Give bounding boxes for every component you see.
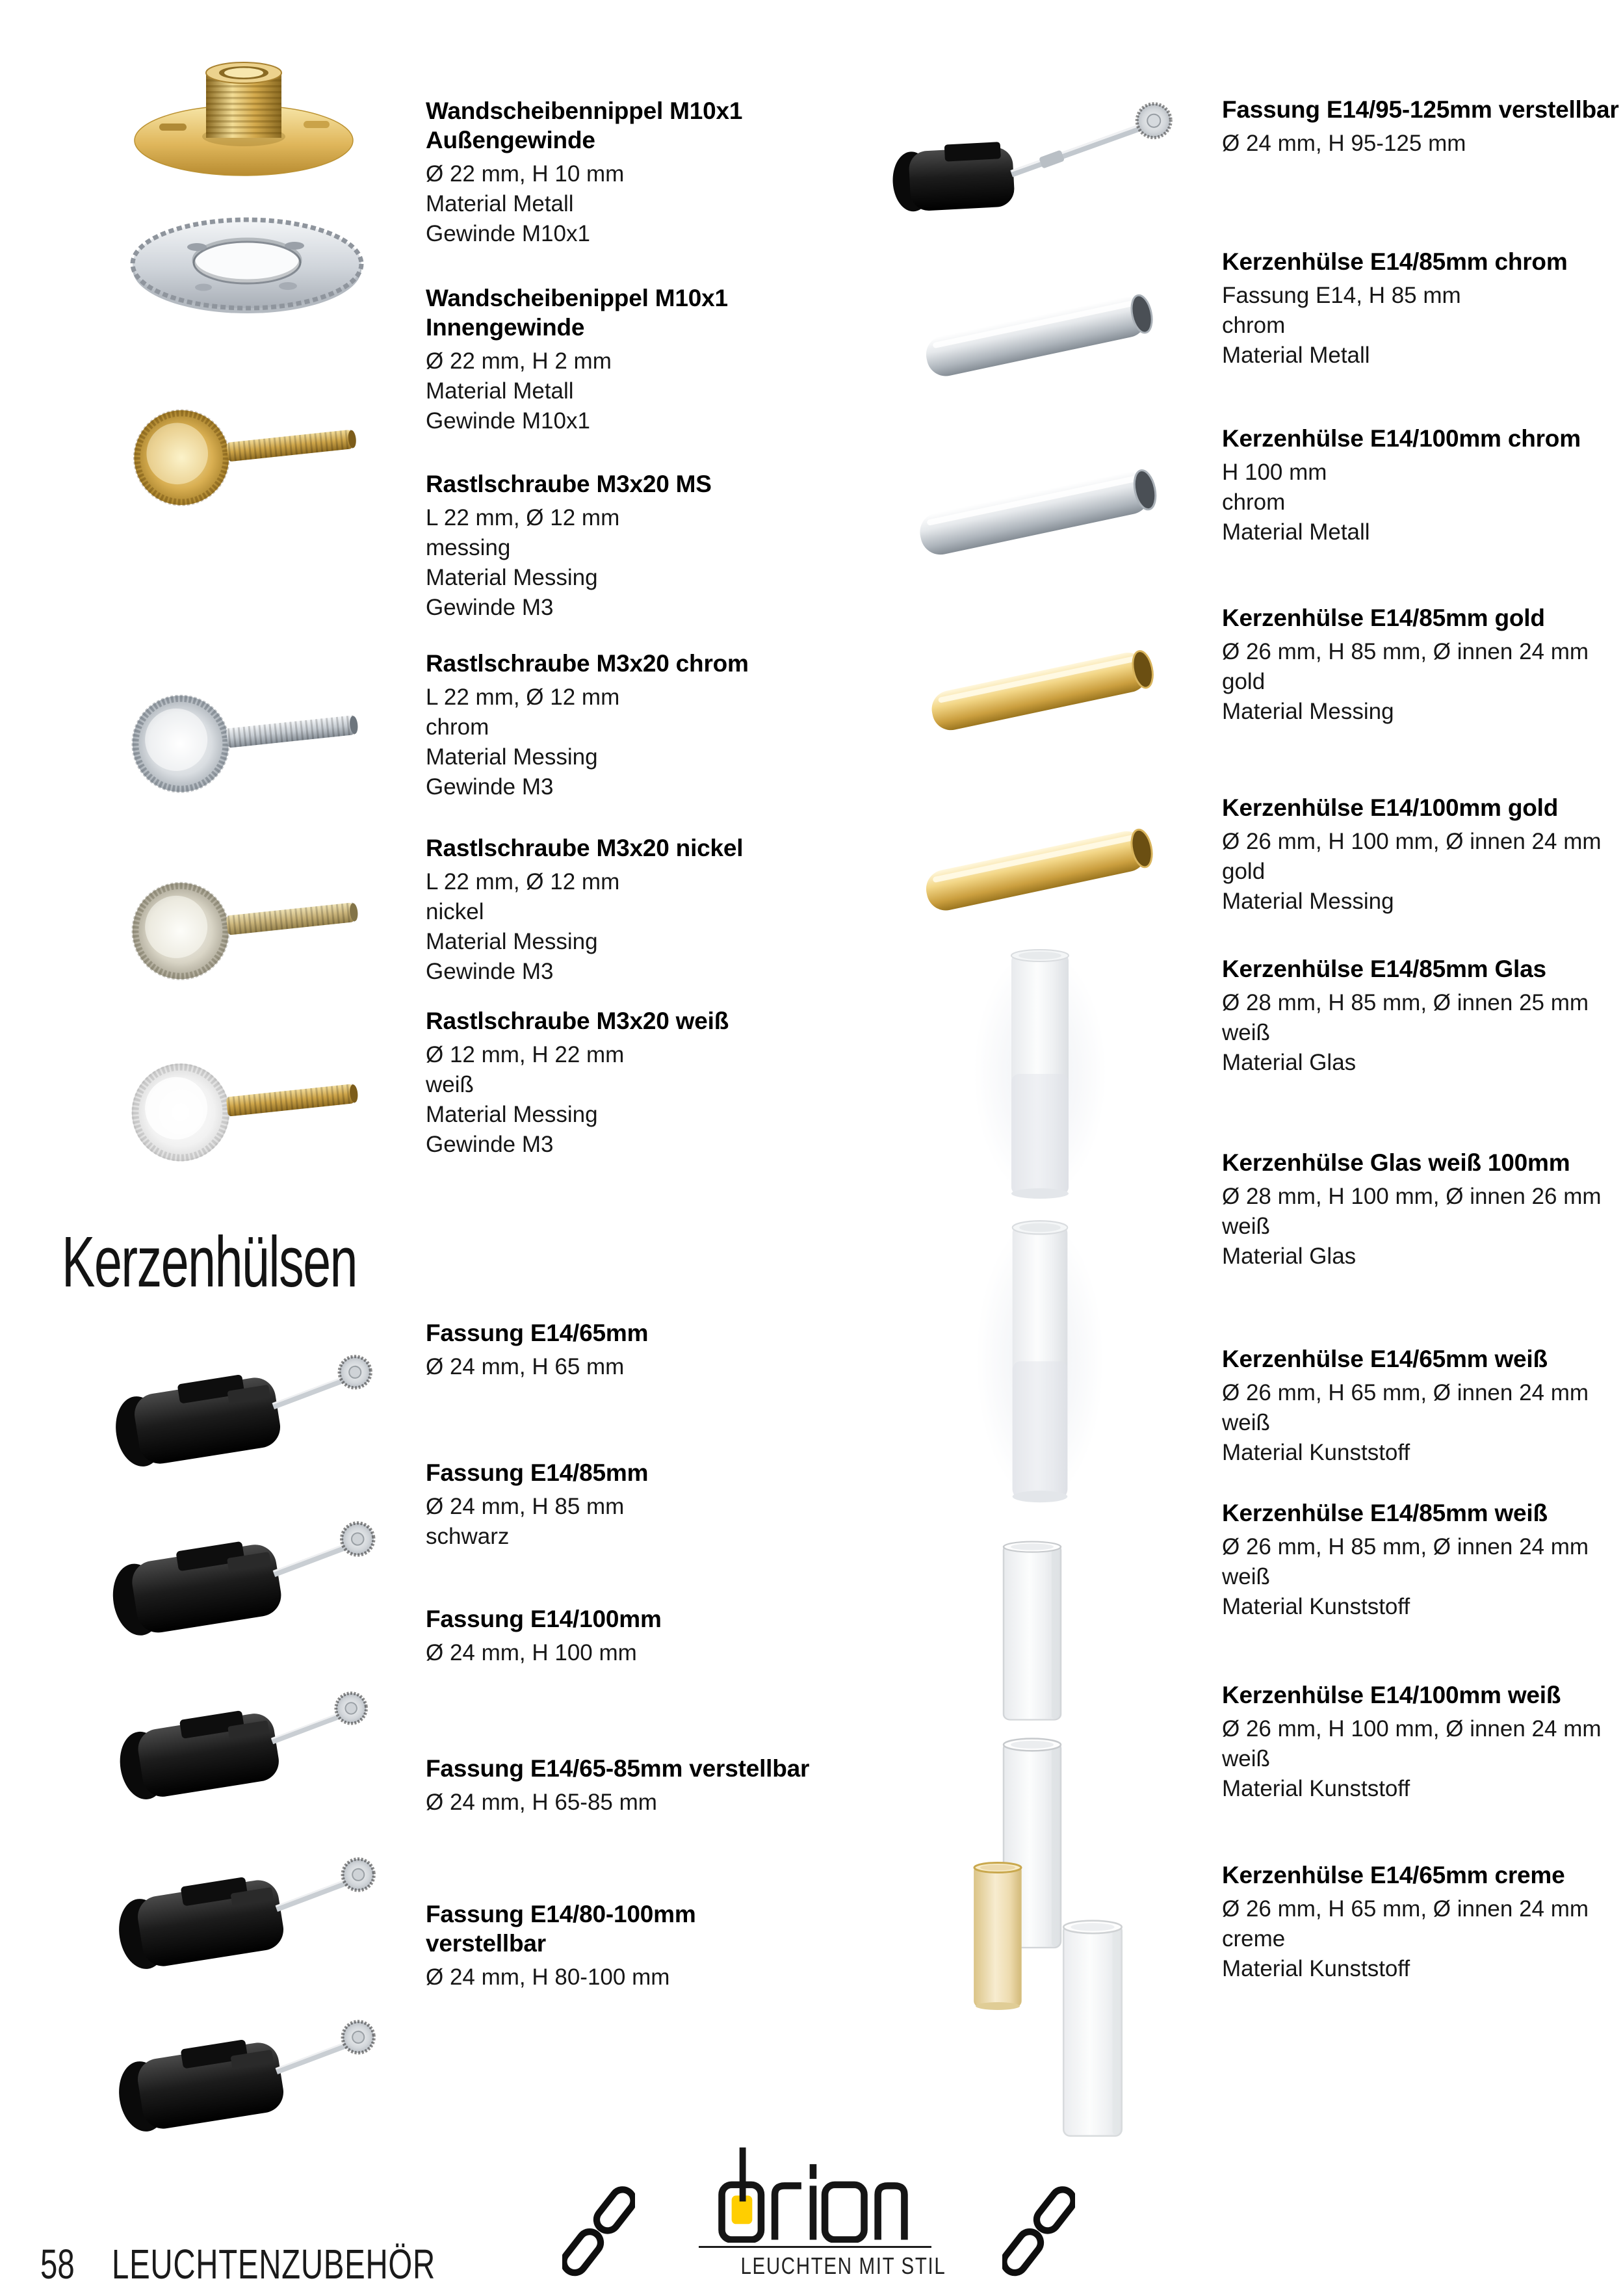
product-title: Wandscheibennippel M10x1 Außengewinde [426,98,743,154]
product-spec: Gewinde M3 [426,594,554,620]
product-title: Kerzenhülse E14/85mm weiß [1222,1500,1548,1526]
product-title: Kerzenhülse E14/85mm gold [1222,605,1545,631]
product-title: Kerzenhülse Glas weiß 100mm [1222,1149,1570,1176]
product-title: Kerzenhülse E14/65mm weiß [1222,1346,1548,1372]
product-spec: Gewinde M10x1 [426,408,590,434]
product-title: Wandscheibenippel M10x1 Innengewinde [426,285,728,341]
product-spec: Ø 22 mm, H 10 mm [426,161,625,187]
product-photo-fassung-e14-65 [96,1334,383,1489]
product-entry [426,649,816,802]
product-spec: Ø 26 mm, H 100 mm, Ø innen 24 mm [1222,829,1602,855]
product-title: Fassung E14/80-100mm verstellbar [426,1901,696,1957]
product-spec: Gewinde M3 [426,774,554,800]
product-photo-rastlschraube-weiss [114,1017,374,1191]
product-spec: Material Messing [1222,698,1394,724]
product-photo-kerzenhuelse-gold-85 [914,610,1169,772]
product-photo-kerzenhuelse-creme-65 [968,1859,1027,2011]
product-spec: Ø 26 mm, H 65 mm, Ø innen 24 mm [1222,1380,1589,1406]
product-spec: Ø 26 mm, H 100 mm, Ø innen 24 mm [1222,1716,1602,1742]
product-entry [1222,793,1622,917]
product-title: Rastlschraube M3x20 nickel [426,835,744,861]
product-title: Fassung E14/65mm [426,1320,649,1346]
product-spec: weiß [1222,1745,1270,1771]
product-spec: Ø 26 mm, H 65 mm, Ø innen 24 mm [1222,1896,1589,1922]
product-entry [1222,1148,1622,1272]
product-spec: Material Kunststoff [1222,1439,1410,1465]
product-spec: chrom [1222,312,1286,338]
product-spec: Material Kunststoff [1222,1955,1410,1981]
product-title: Rastlschraube M3x20 weiß [426,1008,729,1034]
product-spec: L 22 mm, Ø 12 mm [426,685,620,711]
product-spec: Gewinde M3 [426,958,554,984]
product-title: Rastlschraube M3x20 MS [426,471,712,497]
product-title: Fassung E14/95-125mm verstellbar [1222,96,1619,123]
product-spec: Ø 24 mm, H 95-125 mm [1222,131,1466,157]
product-entry [426,96,816,249]
product-photo-fassung-e14-80-100 [99,1999,387,2154]
product-spec: schwarz [426,1523,510,1549]
product-photo-rastlschraube-chrom [114,649,374,822]
product-spec: Material Glas [1222,1243,1357,1269]
product-entry [1222,954,1622,1078]
product-entry [1222,424,1622,547]
product-spec: Gewinde M10x1 [426,220,590,246]
product-spec: Ø 22 mm, H 2 mm [426,348,612,374]
chain-link-icon [1002,2179,1075,2289]
product-spec: Material Kunststoff [1222,1593,1410,1619]
product-entry [426,1318,816,1382]
product-entry [1222,603,1622,727]
product-photo-wandscheibenippel-innengewinde [120,187,374,335]
product-entry [426,1899,816,1992]
product-spec: Material Messing [426,744,598,770]
product-spec: Material Metall [426,191,574,217]
product-spec: Ø 26 mm, H 85 mm, Ø innen 24 mm [1222,639,1589,665]
product-photo-kerzenhuelse-glas-85 [971,944,1109,1203]
product-title: Fassung E14/100mm [426,1606,662,1632]
product-spec: Material Metall [1222,342,1370,368]
chain-link-icon [562,2179,635,2289]
product-entry [1222,1680,1622,1804]
product-spec: creme [1222,1925,1286,1951]
product-title: Kerzenhülse E14/85mm Glas [1222,956,1546,982]
product-spec: Ø 24 mm, H 85 mm [426,1494,625,1520]
product-photo-kerzenhuelse-glas-100 [974,1214,1106,1507]
product-photo-wandscheibennippel-aussengewinde [114,44,374,182]
product-title: Kerzenhülse E14/100mm chrom [1222,425,1581,452]
logo-rule [699,2246,931,2248]
product-photo-fassung-verstellbar-95-125 [877,77,1176,241]
product-photo-rastlschraube-messing [114,364,374,534]
product-entry [426,283,816,436]
product-spec: Material Messing [426,564,598,590]
product-spec: weiß [1222,1213,1270,1239]
product-entry [426,469,816,623]
product-entry [426,1604,816,1668]
product-spec: nickel [426,898,484,924]
product-spec: gold [1222,858,1266,884]
product-spec: Ø 26 mm, H 85 mm, Ø innen 24 mm [1222,1534,1589,1560]
product-spec: weiß [1222,1563,1270,1589]
product-spec: Material Messing [426,928,598,954]
product-entry [426,1754,816,1818]
product-spec: L 22 mm, Ø 12 mm [426,505,620,531]
product-spec: L 22 mm, Ø 12 mm [426,869,620,895]
product-photo-rastlschraube-nickel [114,836,374,1009]
product-spec: gold [1222,668,1266,694]
product-spec: H 100 mm [1222,460,1327,486]
product-spec: messing [426,534,511,560]
product-photo-kerzenhuelse-chrom-100 [901,423,1173,603]
section-heading: Kerzenhülsen [62,1222,357,1302]
product-spec: Material Metall [426,378,574,404]
product-spec: Ø 24 mm, H 80-100 mm [426,1964,670,1990]
product-spec: Ø 24 mm, H 65 mm [426,1354,625,1380]
product-spec: Material Kunststoff [1222,1775,1410,1801]
product-entry [1222,95,1622,159]
brand-tagline: LEUCHTEN MIT STIL [740,2252,946,2279]
product-spec: weiß [1222,1409,1270,1435]
product-entry [1222,1860,1622,1984]
product-photo-fassung-e14-65-85 [99,1836,387,1991]
product-entry [426,833,816,987]
product-entry [1222,1344,1622,1468]
product-spec: Ø 24 mm, H 100 mm [426,1640,637,1666]
product-entry [1222,1498,1622,1622]
product-photo-kerzenhuelse-weiss-100 [1054,1916,1131,2143]
product-title: Kerzenhülse E14/65mm creme [1222,1862,1565,1888]
product-title: Rastlschraube M3x20 chrom [426,650,749,677]
product-photo-fassung-e14-100 [96,1672,383,1820]
product-spec: weiß [1222,1019,1270,1045]
product-spec: Material Messing [426,1101,598,1127]
product-entry [426,1458,816,1552]
product-photo-kerzenhuelse-weiss-65 [994,1538,1070,1725]
brand-logo [699,2146,946,2280]
product-photo-fassung-e14-85 [93,1500,387,1658]
product-spec: chrom [1222,489,1286,515]
product-entry [1222,247,1622,371]
product-photo-kerzenhuelse-gold-100 [907,788,1169,953]
orion-logo-wordmark [699,2146,931,2243]
page-number: 58 [40,2241,75,2288]
product-spec: Gewinde M3 [426,1131,554,1157]
product-title: Fassung E14/85mm [426,1459,649,1486]
product-spec: weiß [426,1071,474,1097]
product-spec: Ø 28 mm, H 100 mm, Ø innen 26 mm [1222,1184,1602,1210]
product-spec: Material Metall [1222,519,1370,545]
product-spec: Material Messing [1222,888,1394,914]
product-spec: Material Glas [1222,1049,1357,1075]
footer-section-label: LEUCHTENZUBEHÖR [112,2241,435,2288]
product-spec: Ø 28 mm, H 85 mm, Ø innen 25 mm [1222,990,1589,1016]
product-title: Kerzenhülse E14/85mm chrom [1222,248,1568,275]
product-entry [426,1006,816,1160]
product-spec: Fassung E14, H 85 mm [1222,283,1461,309]
product-spec: Ø 24 mm, H 65-85 mm [426,1790,657,1816]
product-title: Kerzenhülse E14/100mm gold [1222,794,1559,821]
product-spec: Ø 12 mm, H 22 mm [426,1042,625,1068]
product-title: Kerzenhülse E14/100mm weiß [1222,1682,1561,1708]
product-spec: chrom [426,714,489,740]
product-photo-kerzenhuelse-chrom-85 [907,254,1169,419]
product-title: Fassung E14/65-85mm verstellbar [426,1755,810,1782]
